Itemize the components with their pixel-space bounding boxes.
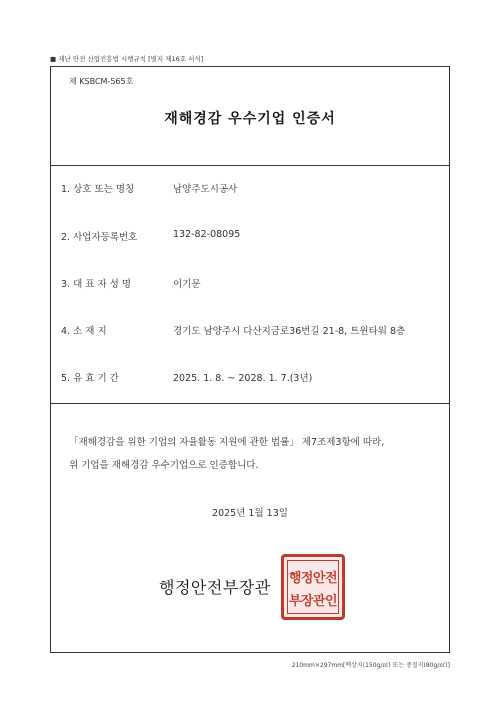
field-value: 132-82-08095 bbox=[173, 229, 241, 240]
issuer-name: 행정안전부장관 bbox=[159, 578, 271, 597]
field-validity-period bbox=[61, 370, 441, 386]
field-label: 1. 상호 또는 명칭 bbox=[61, 184, 135, 195]
field-value: 남양주도시공사 bbox=[173, 184, 238, 195]
field-label: 5. 유 효 기 간 bbox=[61, 373, 119, 384]
seal-text-line: 행정안전 bbox=[288, 571, 338, 586]
divider-top bbox=[51, 165, 449, 166]
certificate-frame bbox=[50, 66, 450, 653]
field-address bbox=[61, 323, 441, 339]
statement-line: 위 기업을 재해경감 우수기업으로 인증합니다. bbox=[69, 460, 259, 471]
official-seal-stamp bbox=[281, 554, 345, 620]
certification-statement bbox=[69, 431, 437, 477]
paper-spec-note: 210mm×297mm[백상지(150g/㎡) 또는 중질지(80g/㎡)] bbox=[291, 662, 450, 669]
divider-bottom bbox=[51, 403, 449, 404]
field-label: 3. 대 표 자 성 명 bbox=[61, 279, 132, 290]
field-business-number bbox=[61, 229, 441, 245]
statement-line: 「재해경감을 위한 기업의 자율활동 지원에 관한 법률」 제7조제3항에 따라, bbox=[69, 437, 385, 448]
field-value: 경기도 남양주시 다산지금로36번길 21-8, 트윈타워 8층 bbox=[173, 326, 406, 337]
certificate-number: 제 KSBCM-565호 bbox=[69, 77, 134, 86]
form-reference-note: ■ 재난 안전 산업진흥법 시행규칙 [별지 제16호 서식] bbox=[50, 55, 204, 63]
issue-date: 2025년 1월 13일 bbox=[212, 508, 288, 519]
field-label: 4. 소 재 지 bbox=[61, 326, 107, 337]
field-value: 이기문 bbox=[173, 279, 201, 290]
field-company-name bbox=[61, 181, 441, 197]
certificate-title: 재해경감 우수기업 인증서 bbox=[164, 111, 336, 127]
field-label: 2. 사업자등록번호 bbox=[61, 232, 138, 243]
field-value: 2025. 1. 8. ~ 2028. 1. 7.(3년) bbox=[173, 373, 313, 384]
seal-text-line: 부장관인 bbox=[288, 594, 338, 609]
field-representative bbox=[61, 276, 441, 292]
